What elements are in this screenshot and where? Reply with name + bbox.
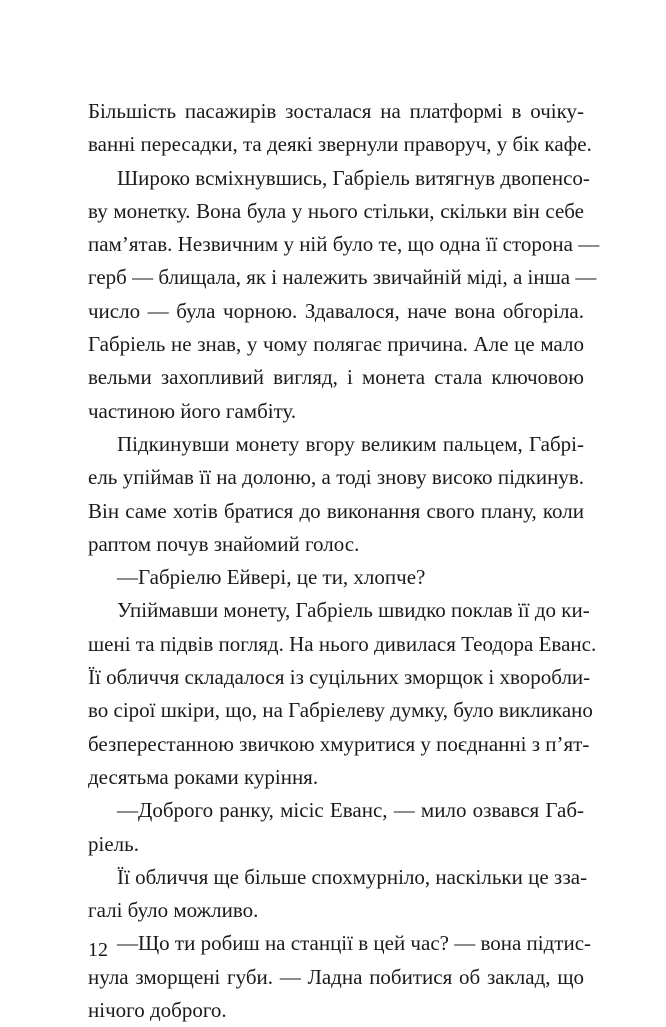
text-line: Він саме хотів братися до виконання свого плану, коли bbox=[88, 498, 584, 523]
text-line: безперестанною звичкою хмуритися у поєднанні з п’ят- bbox=[88, 731, 590, 756]
text-line: Більшість пасажирів зосталася на платформі в очіку- bbox=[88, 99, 584, 123]
text-line: —Доброго ранку, місіс Еванс, — мило озвався Габ- bbox=[117, 798, 584, 823]
text-line: Її обличчя складалося із суцільних зморщок і хворобли- bbox=[88, 665, 591, 690]
text-line: герб — блищала, як і належить звичайній міді, а інша — bbox=[88, 265, 597, 290]
text-line: Габріель не знав, у чому полягає причина. Але це мало bbox=[88, 332, 584, 357]
text-line: десятьма роками куріння. bbox=[88, 764, 319, 789]
page-number: 12 bbox=[88, 939, 108, 961]
text-line: нічого доброго. bbox=[88, 998, 227, 1023]
text-line: вельми захопливий вигляд, і монета стала ключовою bbox=[88, 365, 584, 390]
text-line: нула зморщені губи. — Ладна побитися об заклад, що bbox=[88, 964, 584, 989]
text-line: Її обличчя ще більше спохмурніло, наскільки це зза- bbox=[117, 864, 588, 889]
text-line: ріель. bbox=[88, 831, 139, 856]
text-line: Широко всміхнувшись, Габріель витягнув двопенсо- bbox=[117, 165, 590, 190]
text-line: пам’ятав. Незвичним у ній було те, що одна її сторона — bbox=[88, 232, 600, 257]
text-line: галі було можливо. bbox=[88, 898, 259, 923]
text-line: частиною його гамбіту. bbox=[88, 398, 297, 423]
text-line: —Габріелю Ейвері, це ти, хлопче? bbox=[117, 565, 426, 590]
text-line: Упіймавши монету, Габріель швидко поклав її до ки- bbox=[117, 598, 590, 623]
text-line: ванні пересадки, та деякі звернули праворуч, у бік кафе. bbox=[88, 132, 592, 157]
text-line: ву монетку. Вона була у нього стільки, скільки він себе bbox=[88, 198, 584, 223]
text-line: во сірої шкіри, що, на Габріелеву думку, було викликано bbox=[88, 698, 593, 723]
text-line: —Що ти робиш на станції в цей час? — вона підтис- bbox=[117, 931, 592, 956]
text-line: Підкинувши монету вгору великим пальцем, Габрі- bbox=[117, 431, 584, 456]
text-line: раптом почув знайомий голос. bbox=[88, 531, 360, 556]
text-line: шені та підвів погляд. На нього дивилася Теодора Еванс. bbox=[88, 631, 597, 656]
body-text bbox=[88, 95, 600, 1027]
text-line: число — була чорною. Здавалося, наче вона обгоріла. bbox=[88, 298, 584, 323]
text-line: ель упіймав її на долоню, а тоді знову високо підкинув. bbox=[88, 465, 584, 490]
